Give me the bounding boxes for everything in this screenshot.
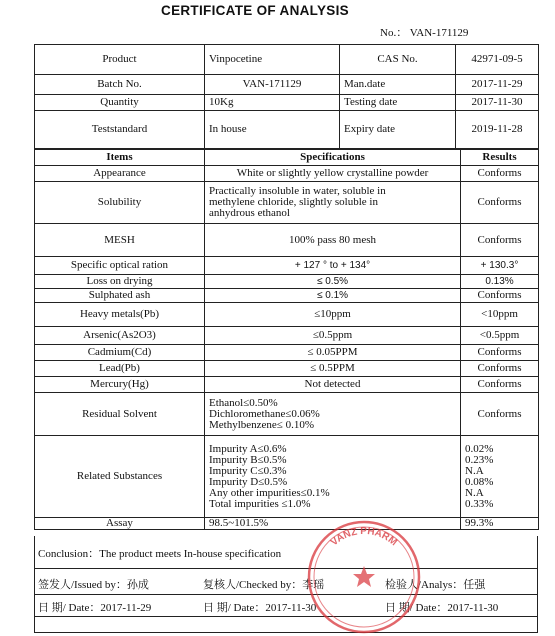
table-row — [35, 182, 539, 224]
signature-footer — [34, 536, 538, 633]
product-info-table — [34, 44, 539, 149]
expiry-label: Expiry date — [340, 111, 456, 149]
cas-label: CAS No. — [340, 45, 456, 75]
spec-mesh: 100% pass 80 mesh — [205, 224, 461, 257]
mandate-label: Man.date — [340, 75, 456, 95]
col-items: Items — [35, 150, 205, 166]
table-row — [35, 303, 539, 327]
result-assay: 99.3% — [461, 518, 539, 530]
table-row — [35, 327, 539, 345]
spec-heavy-metals: ≤10ppm — [205, 303, 461, 327]
result-appearance: Conforms — [461, 166, 539, 182]
conclusion-text: Conclusion：The product meets In-house specification — [38, 548, 282, 560]
item-loss: Loss on drying — [35, 275, 205, 289]
document-title: CERTIFICATE OF ANALYSIS — [161, 3, 349, 18]
result-mercury: Conforms — [461, 377, 539, 393]
item-optical: Specific optical ration — [35, 257, 205, 275]
spec-loss: ≤ 0.5% — [205, 275, 461, 289]
expiry-value: 2019-11-28 — [456, 111, 539, 149]
spec-appearance: White or slightly yellow crystalline powder — [205, 166, 461, 182]
table-row — [35, 224, 539, 257]
table-row — [35, 518, 539, 530]
item-cadmium: Cadmium(Cd) — [35, 345, 205, 361]
spec-residual-solvent — [205, 393, 461, 436]
spec-lead: ≤ 0.5PPM — [205, 361, 461, 377]
quantity-value: 10Kg — [205, 95, 340, 111]
item-arsenic: Arsenic(As2O3) — [35, 327, 205, 345]
spec-line: Impurity B≤0.5% — [209, 453, 287, 466]
spec-line: Methylbenzene≤ 0.10% — [209, 418, 315, 431]
spec-line: anhydrous ethanol — [209, 207, 290, 219]
result-heavy-metals: <10ppm — [461, 303, 539, 327]
item-solubility: Solubility — [35, 182, 205, 224]
certificate-number: No.： VAN-171129 — [380, 27, 469, 39]
check-date: 日 期/ Date：2017-11-30 — [203, 602, 317, 614]
table-row — [35, 257, 539, 275]
divider — [35, 594, 537, 595]
product-value: Vinpocetine — [205, 45, 340, 75]
spec-line: Practically insoluble in water, soluble in — [209, 185, 386, 197]
spec-line: Impurity D≤0.5% — [209, 475, 288, 488]
item-assay: Assay — [35, 518, 205, 530]
table-row — [35, 289, 539, 303]
spec-line: Dichloromethane≤0.06% — [209, 407, 320, 420]
spec-line: methylene chloride, slightly soluble in — [209, 196, 378, 208]
spec-line: Any other impurities≤0.1% — [209, 486, 330, 499]
quantity-label: Quantity — [35, 95, 205, 111]
standard-label: Teststandard — [35, 111, 205, 149]
analysis-table — [34, 149, 539, 530]
analysis-date: 日 期/ Date：2017-11-30 — [385, 602, 499, 614]
result-loss: 0.13% — [461, 275, 539, 289]
col-specs: Specifications — [205, 150, 461, 166]
analysed-by: 检验人/Analys：任强 — [385, 579, 486, 591]
spec-solubility — [205, 182, 461, 224]
spec-line: Impurity A≤0.6% — [209, 442, 287, 455]
item-residual-solvent: Residual Solvent — [35, 393, 205, 436]
stamp-text: VANZ PHARM — [328, 525, 399, 549]
result-line: 0.02% — [465, 442, 494, 455]
issued-by: 签发人/Issued by：孙成 — [38, 579, 149, 591]
company-seal-stamp — [305, 518, 423, 636]
result-arsenic: <0.5ppm — [461, 327, 539, 345]
testing-label: Testing date — [340, 95, 456, 111]
result-related-substances — [461, 436, 539, 518]
spec-line: Ethanol≤0.50% — [209, 396, 278, 409]
table-row — [35, 275, 539, 289]
result-line: N.A — [465, 486, 484, 499]
table-row — [35, 436, 539, 518]
spec-optical: + 127 ° to + 134° — [205, 257, 461, 275]
item-appearance: Appearance — [35, 166, 205, 182]
spec-line: Total impurities ≤1.0% — [209, 497, 311, 510]
result-lead: Conforms — [461, 361, 539, 377]
issue-date: 日 期/ Date：2017-11-29 — [38, 602, 152, 614]
item-mercury: Mercury(Hg) — [35, 377, 205, 393]
spec-cadmium: ≤ 0.05PPM — [205, 345, 461, 361]
spec-line: Impurity C≤0.3% — [209, 464, 287, 477]
divider — [35, 568, 537, 569]
result-residual-solvent: Conforms — [461, 393, 539, 436]
product-label: Product — [35, 45, 205, 75]
result-line: N.A — [465, 464, 484, 477]
spec-related-substances — [205, 436, 461, 518]
table-row — [35, 393, 539, 436]
item-related-substances: Related Substances — [35, 436, 205, 518]
table-row — [35, 361, 539, 377]
checked-by: 复核人/Checked by：李瑶 — [203, 579, 325, 591]
col-results: Results — [461, 150, 539, 166]
standard-value: In house — [205, 111, 340, 149]
table-header-row — [35, 150, 539, 166]
cas-value: 42971-09-5 — [456, 45, 539, 75]
result-line: 0.08% — [465, 475, 494, 488]
spec-ash: ≤ 0.1% — [205, 289, 461, 303]
item-ash: Sulphated ash — [35, 289, 205, 303]
spec-arsenic: ≤0.5ppm — [205, 327, 461, 345]
spec-assay: 98.5~101.5% — [205, 518, 461, 530]
result-mesh: Conforms — [461, 224, 539, 257]
result-optical: + 130.3° — [461, 257, 539, 275]
divider — [35, 616, 537, 617]
svg-text:VANZ PHARM — [329, 526, 399, 548]
table-row — [35, 345, 539, 361]
result-line: 0.23% — [465, 453, 494, 466]
item-heavy-metals: Heavy metals(Pb) — [35, 303, 205, 327]
testing-value: 2017-11-30 — [456, 95, 539, 111]
item-lead: Lead(Pb) — [35, 361, 205, 377]
table-row — [35, 166, 539, 182]
batch-label: Batch No. — [35, 75, 205, 95]
result-line: 0.33% — [465, 497, 494, 510]
item-mesh: MESH — [35, 224, 205, 257]
result-ash: Conforms — [461, 289, 539, 303]
result-cadmium: Conforms — [461, 345, 539, 361]
result-solubility: Conforms — [461, 182, 539, 224]
batch-value: VAN-171129 — [205, 75, 340, 95]
mandate-value: 2017-11-29 — [456, 75, 539, 95]
table-row — [35, 377, 539, 393]
spec-mercury: Not detected — [205, 377, 461, 393]
